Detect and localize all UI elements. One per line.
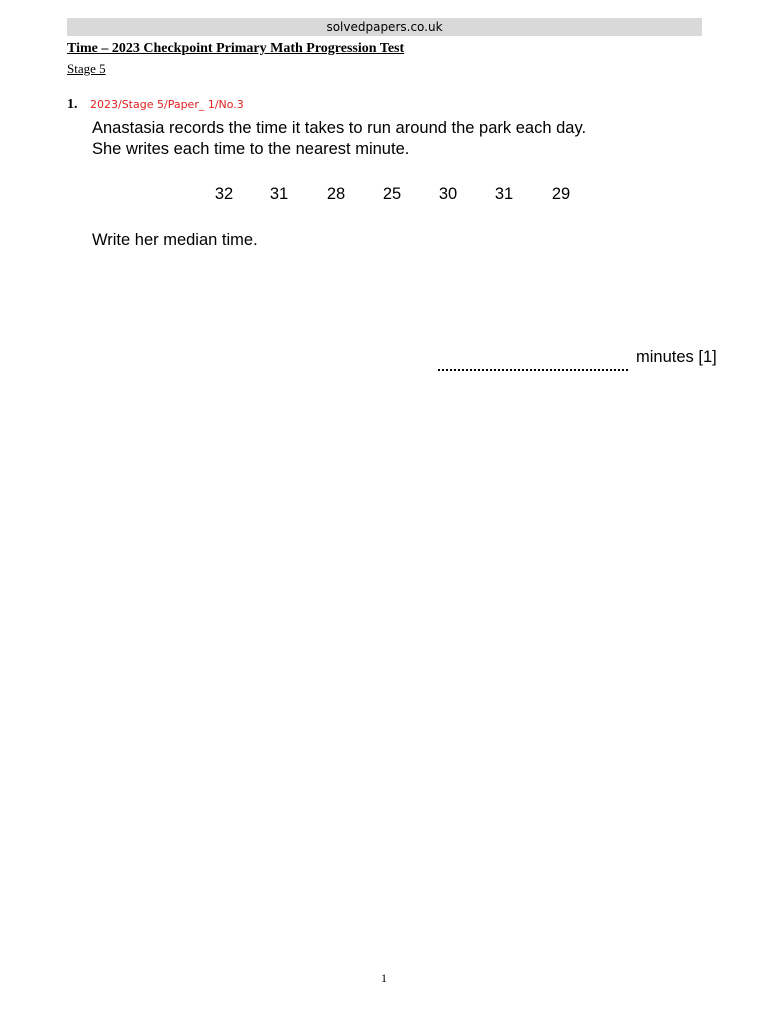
document-title: Time – 2023 Checkpoint Primary Math Progression Test <box>67 41 405 56</box>
page-number: 1 <box>381 971 387 985</box>
times-list <box>0 185 768 205</box>
time-value: 31 <box>494 185 514 203</box>
time-value: 32 <box>214 185 234 203</box>
question-prompt: Write her median time. <box>92 231 258 249</box>
answer-unit: minutes [1] <box>636 348 717 366</box>
answer-line <box>438 357 628 371</box>
question-text-line: She writes each time to the nearest minute. <box>92 140 410 158</box>
question-reference: 2023/Stage 5/Paper_ 1/No.3 <box>90 98 244 111</box>
time-value: 30 <box>438 185 458 203</box>
time-value: 25 <box>382 185 402 203</box>
question-number: 1. <box>67 97 78 112</box>
document-stage: Stage 5 <box>67 61 106 76</box>
time-value: 28 <box>326 185 346 203</box>
site-header-bar <box>67 18 702 36</box>
question-text-line: Anastasia records the time it takes to run around the park each day. <box>92 119 587 137</box>
time-value: 31 <box>269 185 289 203</box>
site-name: solvedpapers.co.uk <box>326 20 443 34</box>
time-value: 29 <box>551 185 571 203</box>
